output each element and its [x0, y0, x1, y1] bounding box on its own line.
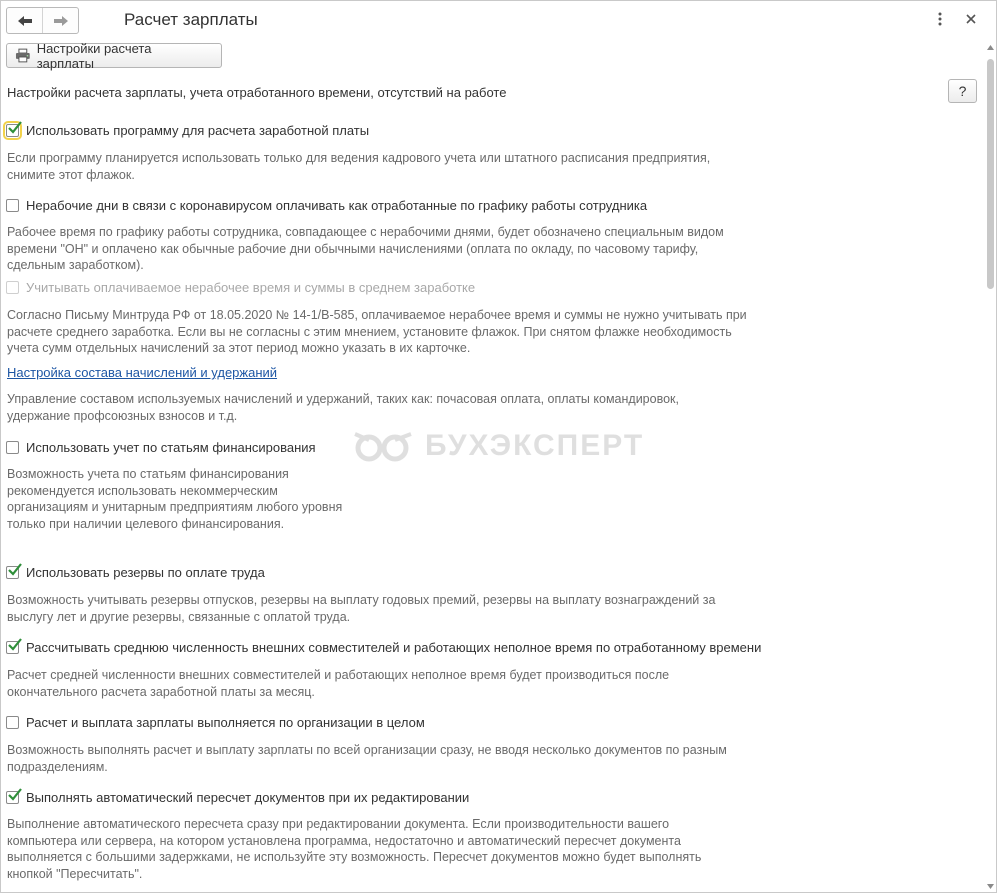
option-label: Использовать резервы по оплате труда — [26, 565, 265, 580]
option-financing-items[interactable] — [6, 440, 316, 455]
scroll-down-button[interactable] — [984, 880, 996, 892]
checkbox-use-payroll[interactable] — [6, 124, 19, 137]
checkbox-auto-recalculation[interactable] — [6, 791, 19, 804]
settings-form — [1, 1, 981, 892]
option-label: Использовать учет по статьям финансирования — [26, 440, 316, 455]
vertical-scrollbar[interactable] — [984, 41, 996, 892]
option-label: Нерабочие дни в связи с коронавирусом оплачивать как отработанные по графику работы сотрудника — [26, 198, 648, 213]
section-title: Настройки расчета зарплаты, учета отработанного времени, отсутствий на работе — [7, 85, 507, 100]
option-use-payroll[interactable] — [6, 123, 369, 138]
checkmark-icon — [8, 121, 22, 135]
accruals-deductions-settings-link[interactable]: Настройка состава начислений и удержаний — [7, 365, 278, 380]
option-description: Если программу планируется использовать только для ведения кадрового учета или штатного расписания предприятия, снимите этот флажок. — [7, 151, 711, 182]
option-auto-recalculation[interactable] — [6, 790, 469, 805]
option-description: Согласно Письму Минтруда РФ от 18.05.2020 № 14-1/В-585, оплачиваемое нерабочее время и суммы не нужно учитывать при расчете среднего заработка. Если вы не согласны с этим мнением, установите флажок. При снятом флажке необходимость учета сумм отдельных начислений за этот период можно указать в их карточке. — [7, 308, 747, 355]
checkbox-financing-items[interactable] — [6, 441, 19, 454]
checkmark-icon — [8, 563, 22, 577]
watermark-logo — [351, 429, 644, 463]
help-button[interactable]: ? — [948, 79, 977, 103]
option-label: Расчет и выплата зарплаты выполняется по организации в целом — [26, 715, 425, 730]
link-description: Управление составом используемых начислений и удержаний, таких как: почасовая оплата, оплаты командировок, удержание профсоюзных взносов и т.д. — [7, 392, 679, 423]
scroll-up-button[interactable] — [984, 41, 996, 53]
checkbox-average-headcount[interactable] — [6, 641, 19, 654]
checkbox-nonworking-average — [6, 281, 19, 294]
owl-icon — [351, 430, 415, 462]
checkbox-payroll-reserves[interactable] — [6, 566, 19, 579]
scrollbar-thumb[interactable] — [987, 59, 994, 289]
checkbox-organization-wide[interactable] — [6, 716, 19, 729]
option-payroll-reserves[interactable] — [6, 565, 265, 580]
option-label: Учитывать оплачиваемое нерабочее время и суммы в среднем заработке — [26, 280, 476, 295]
option-label: Выполнять автоматический пересчет документов при их редактировании — [26, 790, 470, 805]
checkmark-icon — [8, 638, 22, 652]
option-label: Рассчитывать среднюю численность внешних совместителей и работающих неполное время по отработанному времени — [26, 640, 762, 655]
option-coronavirus-days[interactable] — [6, 198, 647, 213]
triangle-up-icon — [987, 45, 994, 50]
window-title: Расчет зарплаты — [124, 10, 258, 29]
option-description: Расчет средней численности внешних совместителей и работающих неполное время будет производиться после окончательного расчета заработной платы за месяц. — [7, 668, 670, 699]
option-organization-wide[interactable] — [6, 715, 425, 730]
option-description: Рабочее время по графику работы сотрудника, совпадающее с нерабочими днями, будет обозначено специальным видом времени "ОН" и оплачено как обычные рабочие дни обычными начислениями (оплата по окладу, по часовому тарифу, сдельным заработком). — [7, 225, 724, 272]
option-description: Возможность выполнять расчет и выплату зарплаты по всей организации сразу, не вводя несколько документов по разным подразделениям. — [7, 743, 727, 774]
checkbox-coronavirus-days[interactable] — [6, 199, 19, 212]
watermark-text: БУХЭКСПЕРТ — [425, 429, 645, 462]
option-label: Использовать программу для расчета заработной платы — [26, 123, 370, 138]
checkmark-icon — [8, 788, 22, 802]
payroll-settings-button-label: Настройки расчета зарплаты — [36, 40, 152, 71]
option-nonworking-average — [6, 280, 475, 295]
option-description: Выполнение автоматического пересчета сразу при редактировании документа. Если производительности вашего компьютера или сервера, на котором установлена программа, недостаточно и автоматический пересчет документа выполняется с большими задержками, не используйте эту возможность. Пересчет документов можно будет выполнять кнопкой "Пересчитать". — [7, 817, 702, 881]
option-description: Возможность учитывать резервы отпусков, резервы на выплату годовых премий, резервы на выплату вознаграждений за выслугу лет и другие резервы, связанные с оплатой труда. — [7, 593, 716, 624]
option-description: Возможность учета по статьям финансирования рекомендуется использовать некоммерческим организациям и унитарным предприятиям любого уровня только при наличии целевого финансирования. — [7, 467, 343, 531]
option-average-headcount[interactable] — [6, 640, 761, 655]
triangle-down-icon — [987, 884, 994, 889]
